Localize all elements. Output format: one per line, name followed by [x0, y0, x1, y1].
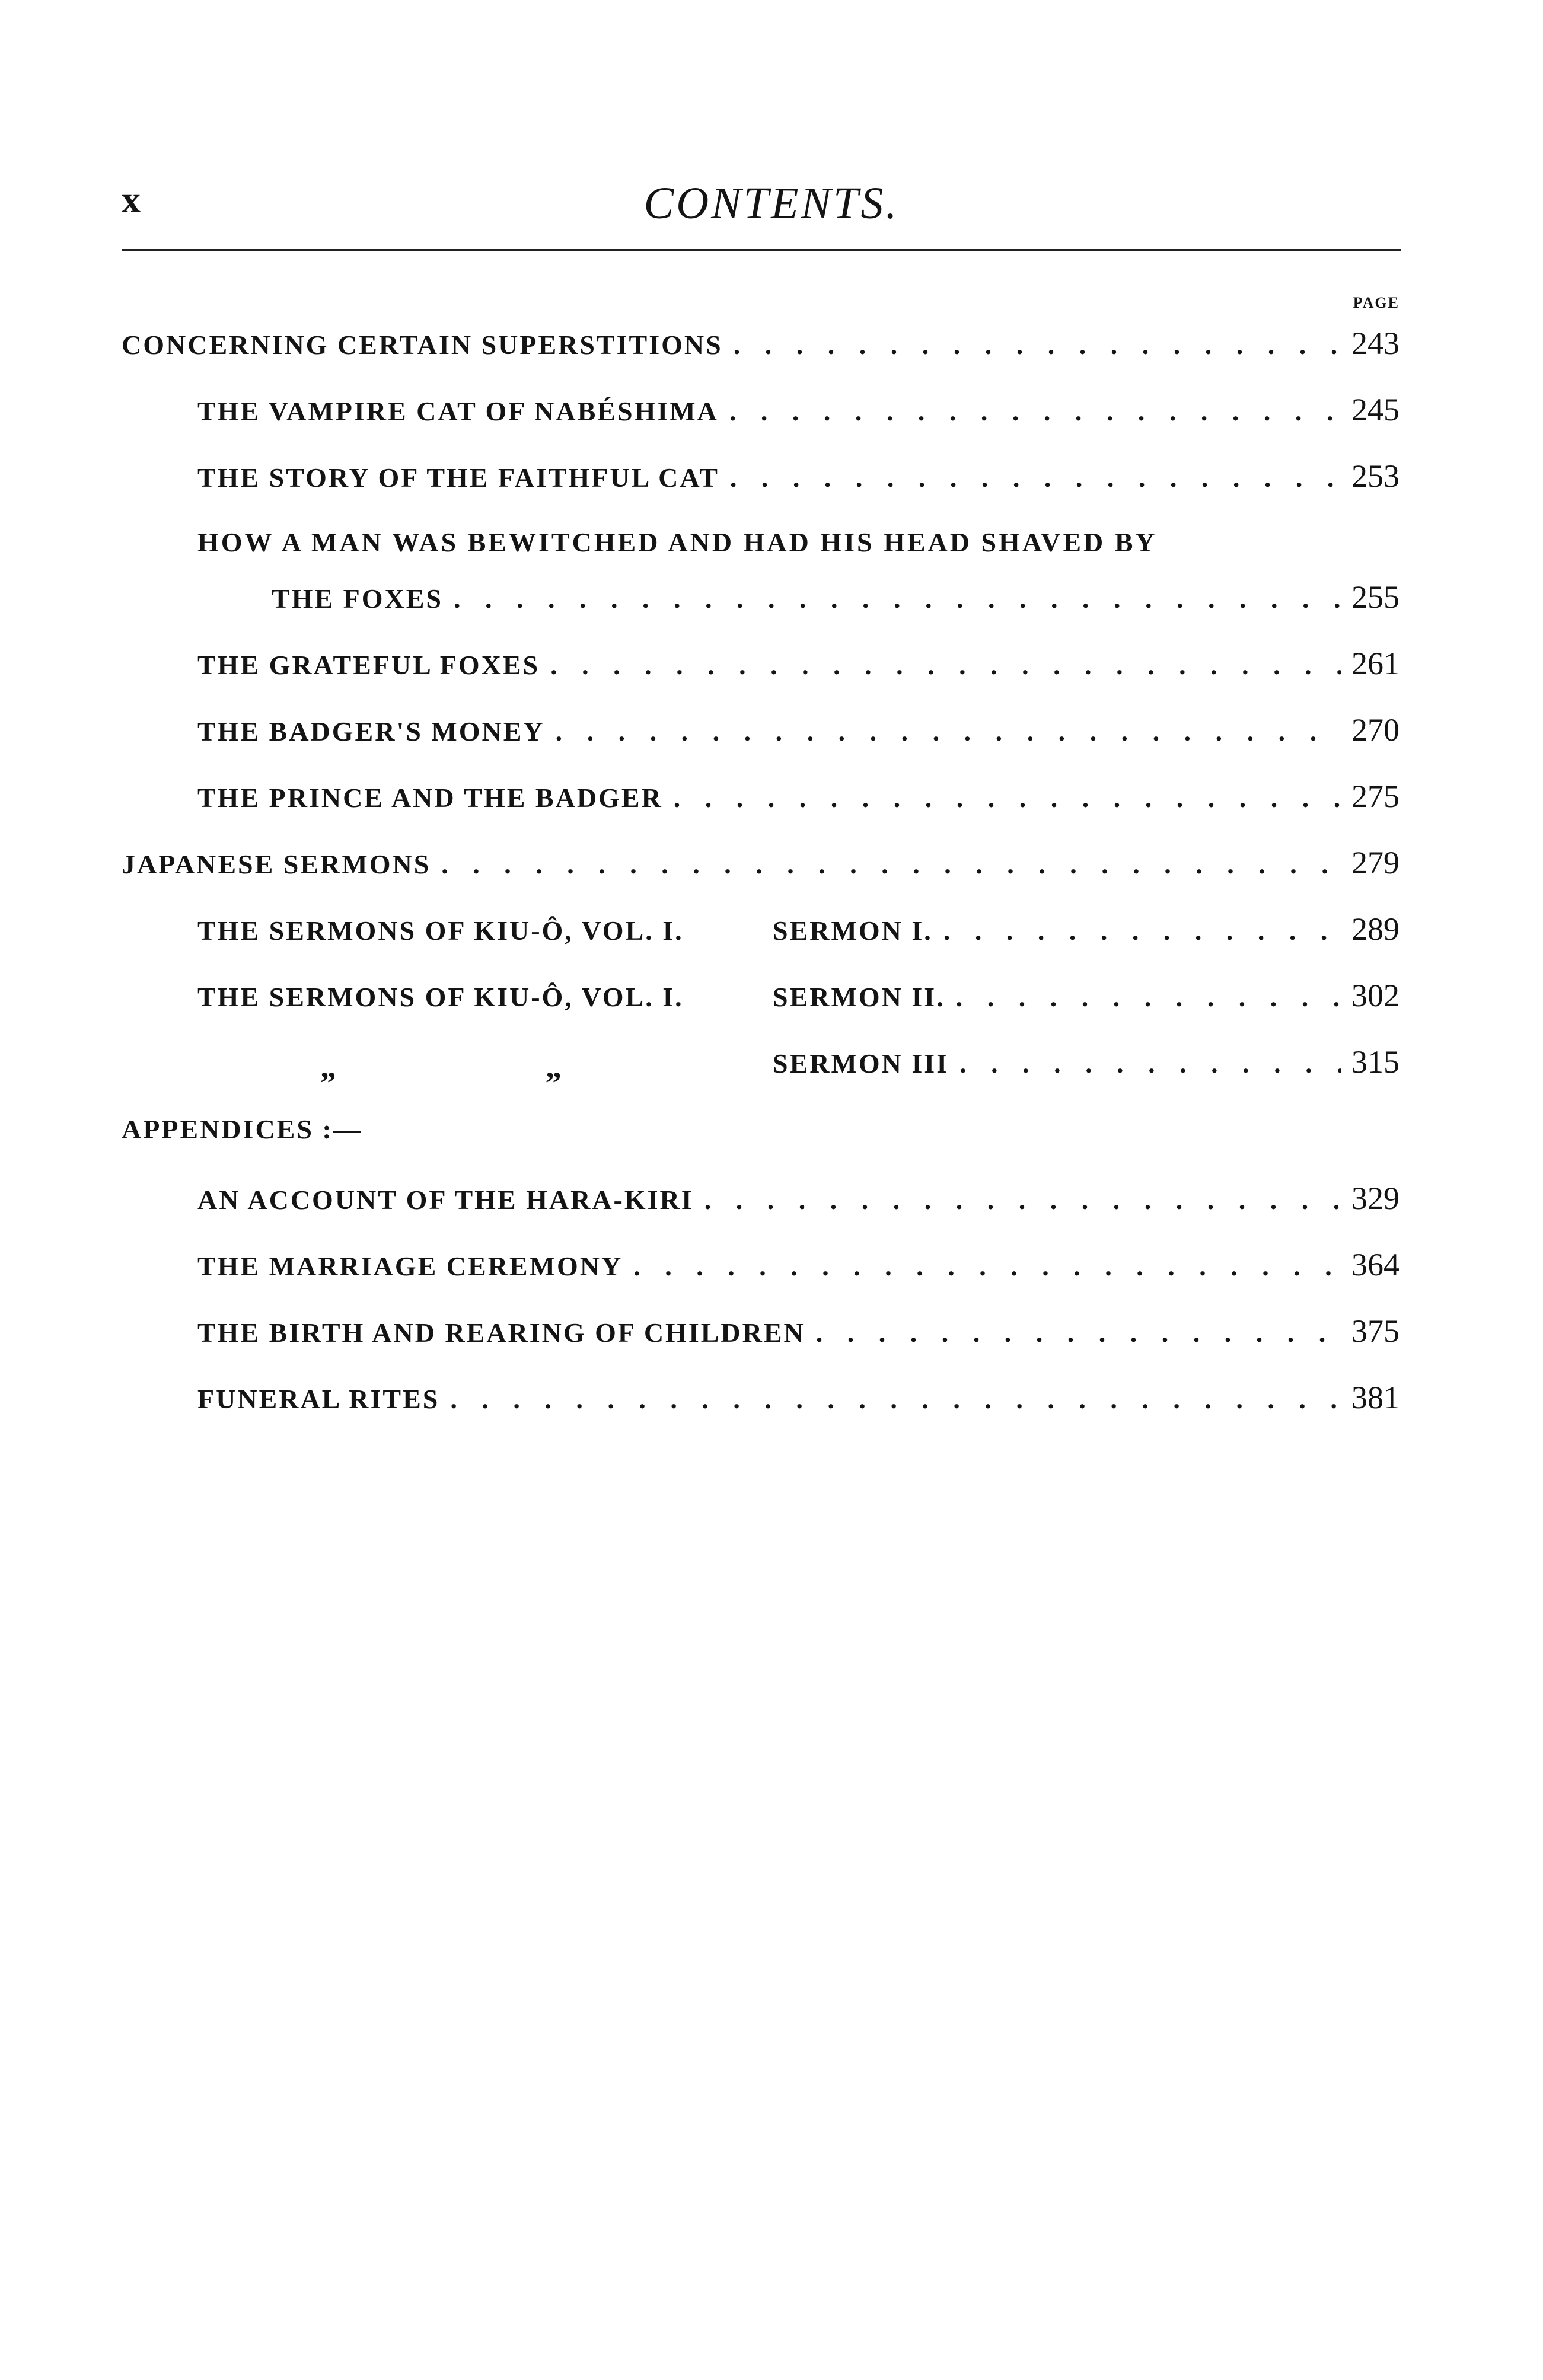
- dot-leader: [729, 398, 1341, 425]
- toc-entry: [773, 1046, 1399, 1078]
- toc-entry-title: THE BIRTH AND REARING OF CHILDREN: [197, 1317, 805, 1348]
- toc-entry-page: 255: [1351, 579, 1399, 615]
- toc-entry: [197, 780, 1399, 812]
- ditto-mark: „: [320, 1049, 336, 1084]
- dot-leader: [734, 331, 1341, 359]
- toc-entry-page: 289: [1351, 911, 1399, 947]
- ditto-mark: „: [546, 1049, 562, 1084]
- toc-entry-subtitle: SERMON II.: [773, 982, 945, 1012]
- toc-entry: [197, 1182, 1399, 1214]
- page-number: x: [122, 178, 141, 221]
- dot-leader: [674, 784, 1341, 812]
- toc-entry-page: 261: [1351, 646, 1399, 681]
- toc-entry-page: 364: [1351, 1247, 1399, 1282]
- toc-entry-page: 243: [1351, 326, 1399, 361]
- toc-entry-title: CONCERNING CERTAIN SUPERSTITIONS: [122, 330, 723, 360]
- dot-leader: [454, 585, 1341, 612]
- toc-entry: [272, 581, 1399, 613]
- header-rule: [122, 249, 1401, 251]
- toc-entry-title: THE STORY OF THE FAITHFUL CAT: [197, 462, 719, 493]
- dot-leader: [450, 1386, 1341, 1413]
- toc-entry: [197, 714, 1399, 746]
- dot-leader: [550, 652, 1341, 679]
- toc-entry-title: THE VAMPIRE CAT OF NABÉSHIMA: [197, 396, 719, 426]
- toc-entry: [197, 1382, 1399, 1414]
- toc-entry: [122, 327, 1399, 359]
- dot-leader: [730, 464, 1341, 492]
- toc-entry-subtitle: SERMON III: [773, 1048, 949, 1079]
- toc-entry-title: THE MARRIAGE CEREMONY: [197, 1251, 623, 1281]
- toc-entry-line1: HOW A MAN WAS BEWITCHED AND HAD HIS HEAD SHAVED BY: [197, 527, 1158, 557]
- toc-entry: [197, 647, 1399, 679]
- toc-entry-title: THE PRINCE AND THE BADGER: [197, 783, 663, 813]
- toc-entry: [197, 1315, 1399, 1347]
- toc-entry: [197, 1249, 1399, 1281]
- dot-leader: [959, 1050, 1341, 1077]
- dot-leader: [816, 1319, 1341, 1347]
- section-heading: APPENDICES :—: [122, 1114, 362, 1144]
- toc-entry-page: 270: [1351, 712, 1399, 748]
- toc-entry-title: THE GRATEFUL FOXES: [197, 650, 540, 680]
- toc-entry-page: 245: [1351, 392, 1399, 427]
- toc-entry-title: THE BADGER'S MONEY: [197, 716, 545, 746]
- toc-entry-title: JAPANESE SERMONS: [122, 849, 431, 879]
- dot-leader: [441, 851, 1341, 878]
- dot-leader: [704, 1186, 1341, 1214]
- toc-entry-title: THE FOXES: [272, 583, 444, 614]
- toc-entry-page: 275: [1351, 779, 1399, 814]
- dot-leader: [633, 1253, 1341, 1280]
- toc-entry-title: THE SERMONS OF KIU-Ô, VOL. I.: [197, 915, 684, 946]
- toc-entry: [197, 394, 1399, 426]
- page-column-label: PAGE: [1353, 294, 1399, 311]
- toc-entry-page: 253: [1351, 458, 1399, 494]
- toc-entry-subtitle: SERMON I.: [773, 915, 933, 946]
- toc-entry-page: 315: [1351, 1044, 1399, 1080]
- toc-entry-page: 381: [1351, 1380, 1399, 1415]
- toc-entry: [197, 980, 1399, 1012]
- toc-entry: [197, 460, 1399, 492]
- dot-leader: [556, 718, 1341, 745]
- toc-entry-page: 279: [1351, 845, 1399, 880]
- toc-entry-page: 375: [1351, 1313, 1399, 1349]
- toc-entry-title: AN ACCOUNT OF THE HARA-KIRI: [197, 1185, 694, 1215]
- dot-leader: [956, 984, 1341, 1011]
- dot-leader: [943, 917, 1341, 945]
- toc-entry-title: FUNERAL RITES: [197, 1384, 440, 1414]
- running-head: CONTENTS.: [643, 178, 900, 228]
- toc-entry-page: 302: [1351, 978, 1399, 1013]
- toc-entry-title: THE SERMONS OF KIU-Ô, VOL. I.: [197, 982, 684, 1012]
- toc-entry-page: 329: [1351, 1181, 1399, 1216]
- toc-entry: [197, 913, 1399, 945]
- toc-entry: [122, 847, 1399, 879]
